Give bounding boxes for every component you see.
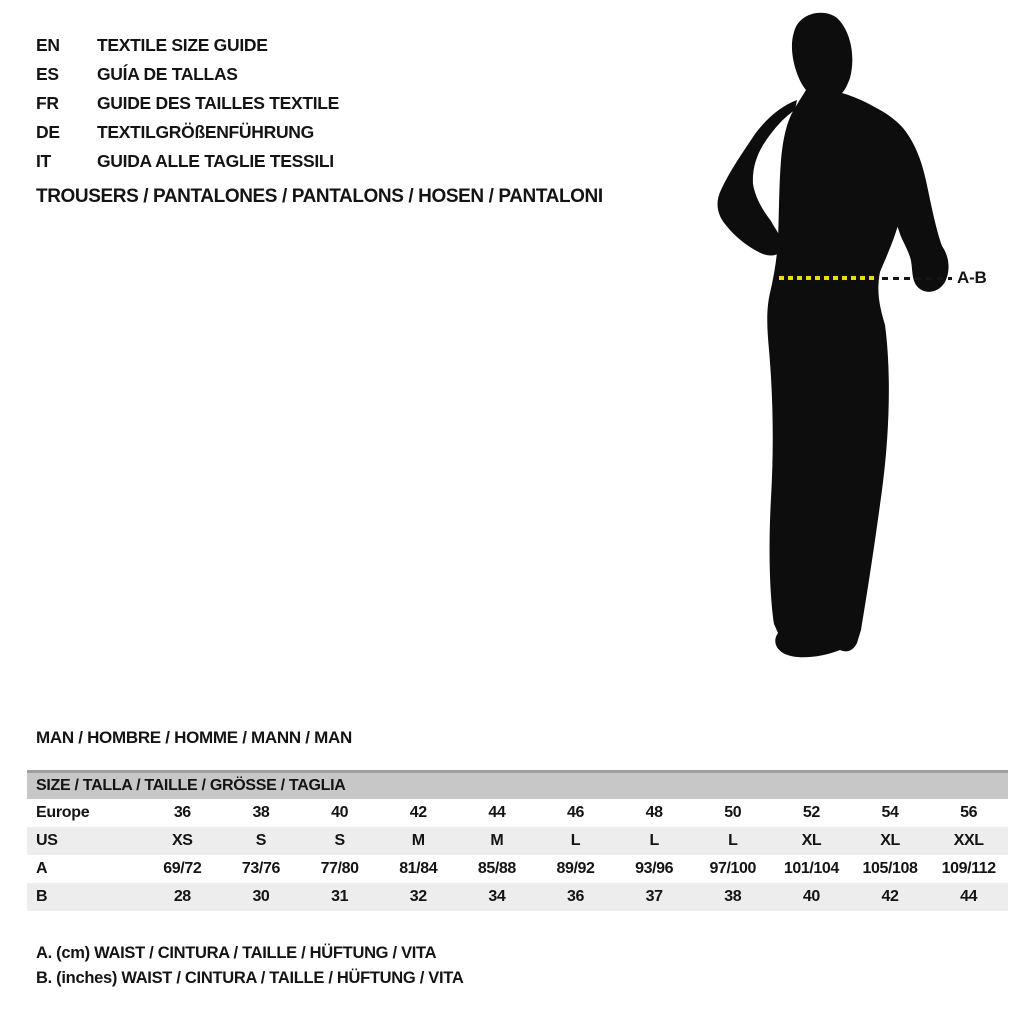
language-row-es [36,60,339,89]
table-cell: 34 [488,888,506,905]
language-title: GUIDA ALLE TAGLIE TESSILI [97,151,334,171]
table-cell: XL [801,832,822,849]
table-row-europe [27,799,1008,827]
table-cell: 109/112 [941,860,996,877]
table-cell: 40 [802,888,820,905]
table-cell: 38 [252,804,270,821]
language-row-de [36,118,339,147]
footnote-b-inches: B. (inches) WAIST / CINTURA / TAILLE / HÜFTUNG / VITA [36,969,464,987]
table-cell: 28 [173,888,191,905]
table-cell: 31 [331,888,349,905]
table-cell: 46 [566,804,584,821]
language-code: IT [36,151,51,171]
language-title: TEXTILE SIZE GUIDE [97,35,268,55]
table-cell: L [728,832,738,849]
table-cell: 97/100 [709,860,757,877]
language-code: DE [36,122,60,142]
language-list [36,31,339,176]
table-cell: 56 [960,804,978,821]
table-cell: 50 [724,804,742,821]
waist-measure-label: A-B [957,268,987,287]
table-cell: L [649,832,659,849]
language-code: ES [36,64,59,84]
language-title: TEXTILGRÖßENFÜHRUNG [97,122,314,142]
size-table-header: SIZE / TALLA / TAILLE / GRÖSSE / TAGLIA [27,770,1008,799]
table-cell: 40 [331,804,349,821]
table-cell: 54 [881,804,899,821]
table-cell: 77/80 [320,860,359,877]
table-cell: 48 [645,804,663,821]
language-row-en [36,31,339,60]
table-cell: 30 [252,888,270,905]
table-cell: M [411,832,425,849]
gender-section-title: MAN / HOMBRE / HOMME / MANN / MAN [36,728,352,747]
table-cell: 37 [645,888,663,905]
table-row-a-cm [27,855,1008,883]
table-cell: 73/76 [241,860,280,877]
language-title: GUÍA DE TALLAS [97,64,238,84]
size-table [27,770,1008,911]
row-label: A [36,860,48,877]
waist-measure-line-yellow [779,276,876,280]
table-cell: 44 [960,888,978,905]
table-row-us [27,827,1008,855]
table-cell: 36 [566,888,584,905]
waist-measure-line-dashed [882,277,952,280]
language-row-it [36,147,339,176]
table-cell: S [334,832,345,849]
table-cell: 93/96 [635,860,674,877]
language-code: FR [36,93,59,113]
table-cell: 32 [409,888,427,905]
table-cell: 42 [881,888,899,905]
table-cell: XS [172,832,193,849]
table-row-b-inches [27,883,1008,911]
language-title: GUIDE DES TAILLES TEXTILE [97,93,340,113]
table-cell: 89/92 [556,860,595,877]
table-cell: XXL [953,832,984,849]
man-silhouette-illustration [675,0,1019,700]
row-label: B [36,888,48,905]
table-cell: L [570,832,581,849]
table-cell: 101/104 [783,860,839,877]
table-cell: M [490,832,504,849]
table-cell: 105/108 [862,860,918,877]
language-code: EN [36,35,60,55]
category-title: TROUSERS / PANTALONES / PANTALONS / HOSEN / PANTALONI [36,186,603,207]
table-cell: 36 [173,804,191,821]
table-cell: 42 [409,804,427,821]
row-label: US [36,832,58,849]
table-cell: S [255,832,267,849]
table-cell: 81/84 [399,860,438,877]
footnote-a-cm: A. (cm) WAIST / CINTURA / TAILLE / HÜFTUNG / VITA [36,944,437,962]
table-cell: 44 [488,804,506,821]
language-row-fr [36,89,339,118]
table-cell: 38 [724,888,742,905]
table-cell: 85/88 [477,860,516,877]
table-cell: 52 [802,804,820,821]
table-cell: XL [880,832,900,849]
table-cell: 69/72 [163,860,202,877]
row-label: Europe [36,804,90,821]
